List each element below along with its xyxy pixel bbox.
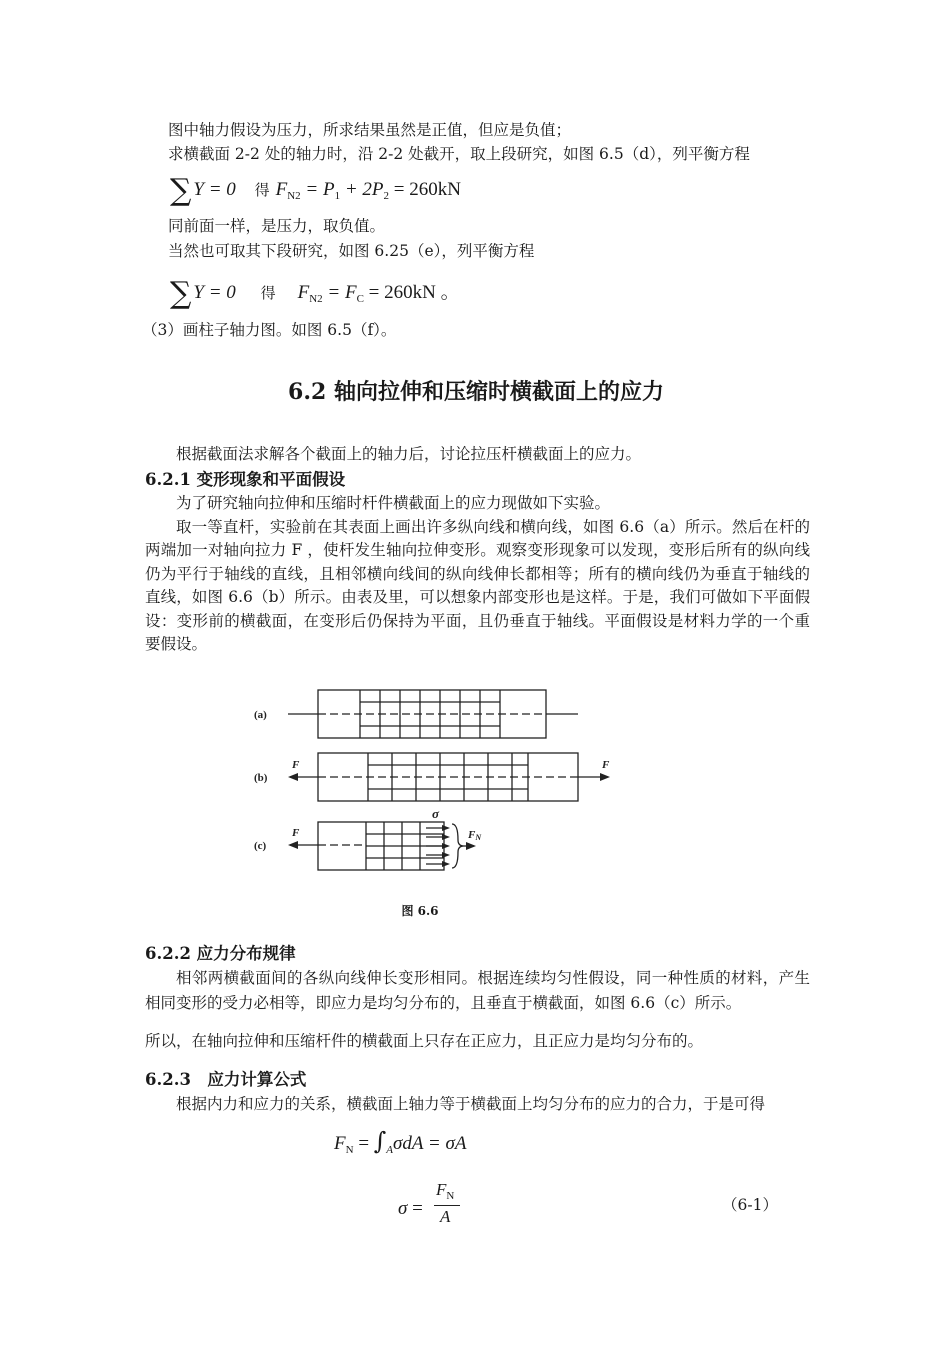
eq-rhs: = 260kN 。 (363, 282, 460, 303)
equation-number: （6-1） (722, 1196, 778, 1214)
eq-var: F (275, 179, 288, 200)
sum-symbol: ∑ (170, 276, 192, 311)
brace (452, 824, 464, 868)
eq-sub: C (356, 293, 364, 305)
equation-2 (170, 276, 460, 311)
formula-sub: N (345, 1144, 354, 1156)
eq-lhs: Y = 0 (193, 282, 236, 303)
fraction-denominator: A (440, 1207, 451, 1226)
fn-label: FN (468, 829, 482, 842)
fig-label-a: (a) (254, 709, 267, 721)
integral-sign: ∫ (373, 1127, 387, 1155)
paragraph: 相邻两横截面间的各纵向线伸长变形相同。根据连续均匀性假设，同一种性质的材料，产生相同变形的受力必相等，即应力是均匀分布的，且垂直于横截面，如图 6.6（c）所示。 (145, 969, 810, 1012)
paragraph: 为了研究轴向拉伸和压缩时杆件横截面上的应力现做如下实验。 (176, 494, 611, 512)
eq-var: + 2P (340, 179, 384, 200)
paragraph: 根据内力和应力的关系，横截面上轴力等于横截面上均匀分布的应力的合力，于是可得 (176, 1095, 766, 1113)
formula-sub: A (386, 1144, 394, 1156)
subsection-heading-622: 6.2.2 应力分布规律 (145, 944, 296, 963)
paragraph: 取一等直杆，实验前在其表面上画出许多纵向线和横向线，如图 6.6（a）所示。然后在杆的两端加一对轴向拉力 F ，使杆发生轴向拉伸变形。观察变形现象可以发现，变形后所有的纵向线仍为平行于轴线的直线，且相邻横向线间的纵向线伸长都相等；所有的横向线仍为垂直于轴线的直线，如图 6.6（b）所示。由表及里，可以想象内部变形也是这样。于是，我们可做如下平面假设：变形前的横截面，在变形后仍保持为平面，且仍垂直于轴线。平面假设是材料力学的一个重要假设。 (145, 518, 810, 654)
force-label: F (292, 759, 300, 771)
sigma-symbol: σ = (398, 1198, 423, 1219)
eq-var: = F (322, 282, 357, 303)
eq-var: = P (300, 179, 335, 200)
subsection-heading-623: 6.2.3 应力计算公式 (145, 1070, 307, 1089)
paragraph: 所以，在轴向拉伸和压缩杆件的横截面上只存在正应力，且正应力是均匀分布的。 (145, 1032, 704, 1050)
eq-de: 得 (254, 181, 270, 199)
text-line: 当然也可取其下段研究，如图 6.25（e），列平衡方程 (168, 242, 535, 260)
sum-symbol: ∑ (170, 173, 192, 208)
eq-sub: 1 (334, 190, 341, 202)
figure-6-6 (240, 680, 660, 900)
subsection-heading-621: 6.2.1 变形现象和平面假设 (145, 470, 346, 489)
force-label: F (602, 759, 610, 771)
eq-lhs: Y = 0 (193, 179, 236, 200)
text-line: 求横截面 2-2 处的轴力时，沿 2-2 处截开，取上段研究，如图 6.5（d），列平衡方程 (168, 145, 750, 163)
eq-rhs: = 260kN (389, 179, 461, 200)
fraction-bar (434, 1205, 460, 1206)
formula-var: F (334, 1133, 346, 1154)
section-title: 6.2 轴向拉伸和压缩时横截面上的应力 (288, 379, 664, 405)
text-line: 同前面一样，是压力，取负值。 (168, 217, 386, 235)
force-label: F (292, 827, 300, 839)
fig-label-c: (c) (254, 840, 267, 852)
eq-sub: N2 (309, 293, 323, 305)
eq-sub: N2 (287, 190, 301, 202)
eq-sub: 2 (383, 190, 390, 202)
arrow-right-b (600, 773, 610, 781)
formula-1 (334, 1127, 466, 1156)
eq-de: 得 (260, 284, 276, 302)
text-line: 图中轴力假设为压力，所求结果虽然是正值，但应是负值； (168, 121, 572, 139)
equation-1 (170, 173, 461, 208)
arrow-left-b (288, 773, 298, 781)
arrow-left-c (288, 841, 298, 849)
intro-text: 根据截面法求解各个截面上的轴力后，讨论拉压杆横截面上的应力。 (176, 445, 642, 463)
fig-label-b: (b) (254, 772, 268, 784)
text-line: （3）画柱子轴力图。如图 6.5（f）。 (142, 321, 397, 339)
figure-caption: 图 6.6 (401, 904, 439, 918)
sigma-label: σ (432, 806, 440, 821)
eq-var: F (297, 282, 310, 303)
formula-eq: = (353, 1133, 374, 1154)
formula-body: σdA = σA (393, 1133, 467, 1154)
fraction-numerator: $F_N$ (436, 1180, 455, 1202)
